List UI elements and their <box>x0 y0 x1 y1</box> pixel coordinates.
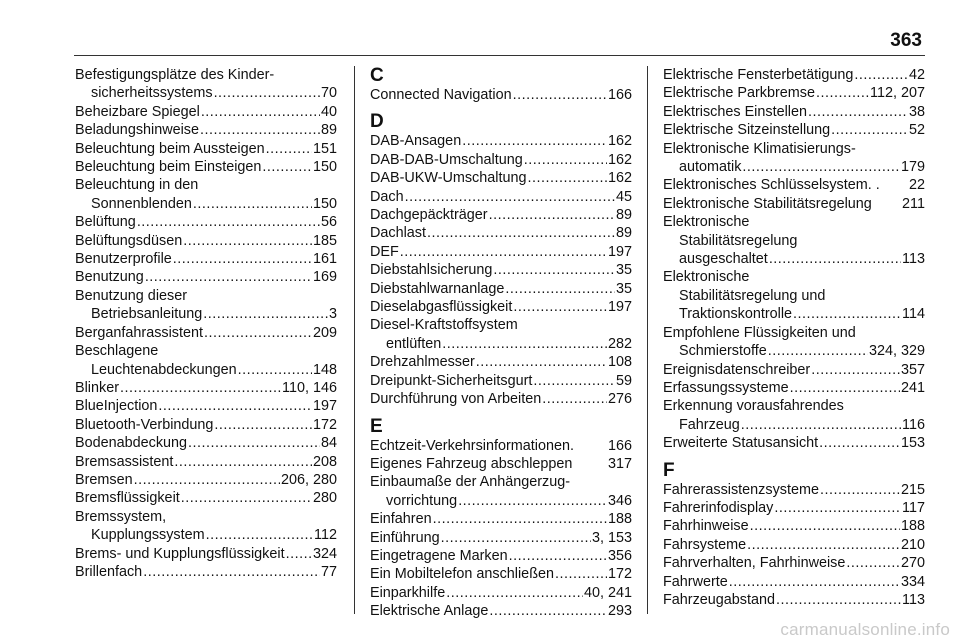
index-entry[interactable] <box>75 453 337 471</box>
index-entry[interactable] <box>663 324 925 361</box>
index-term: Bremsen <box>75 471 133 488</box>
index-entry[interactable] <box>663 554 925 572</box>
index-entry[interactable] <box>370 188 632 206</box>
dot-leader <box>266 140 312 158</box>
page-reference[interactable]: 270 <box>900 555 925 572</box>
page-reference[interactable]: 112 <box>314 527 337 544</box>
index-entry[interactable] <box>75 213 337 231</box>
dot-leader <box>808 103 908 121</box>
index-entry[interactable] <box>663 517 925 535</box>
index-entry[interactable] <box>663 103 925 121</box>
index-term: Einführung <box>370 529 440 546</box>
dot-leader <box>203 305 328 323</box>
dot-leader <box>158 397 312 415</box>
dot-leader <box>442 335 607 353</box>
page-reference[interactable]: 22 <box>908 177 925 194</box>
dot-leader <box>729 573 900 591</box>
index-entry[interactable] <box>370 151 632 169</box>
index-term: sicherheitssystems <box>91 85 213 102</box>
page-reference[interactable]: 211 <box>902 195 925 212</box>
page-reference[interactable]: 317 <box>607 455 632 472</box>
index-entry[interactable] <box>75 545 337 563</box>
page-reference[interactable]: 77 <box>320 563 337 580</box>
index-term: DAB-Ansagen <box>370 133 462 150</box>
page-reference[interactable]: 276 <box>607 391 632 408</box>
page-reference[interactable]: 150 <box>312 159 337 176</box>
dot-leader <box>441 529 591 547</box>
index-term: Fahrerinfodisplay <box>663 499 774 516</box>
index-term: Belüftung <box>75 214 136 231</box>
page-reference[interactable]: 40, 241 <box>583 584 632 601</box>
index-entry[interactable] <box>663 536 925 554</box>
dot-leader <box>811 361 900 379</box>
index-entry[interactable] <box>75 66 337 103</box>
index-term: DEF <box>370 243 399 260</box>
index-term: Einfahren <box>370 511 432 528</box>
index-term: Benutzung <box>75 269 144 286</box>
index-entry[interactable] <box>663 361 925 379</box>
index-term: Fahrzeug <box>679 416 740 433</box>
page-reference[interactable]: 280 <box>312 490 337 507</box>
page-reference[interactable]: 197 <box>607 299 632 316</box>
page-reference[interactable]: 162 <box>607 133 632 150</box>
index-entry[interactable] <box>75 471 337 489</box>
page-reference[interactable]: 172 <box>312 416 337 433</box>
dot-leader <box>768 342 868 360</box>
dot-leader <box>173 250 312 268</box>
page-reference[interactable]: 166 <box>607 437 632 454</box>
index-entry[interactable] <box>370 510 632 528</box>
page-reference[interactable]: 45 <box>615 188 632 205</box>
index-term: Elektrisches Einstellen <box>663 103 807 120</box>
index-entry[interactable] <box>75 232 337 250</box>
index-entry[interactable] <box>370 437 632 455</box>
page-reference[interactable]: 112, 207 <box>870 85 925 102</box>
index-entry[interactable] <box>370 547 632 565</box>
index-term: Traktionskontrolle <box>679 306 793 323</box>
index-term: Fahrwerte <box>663 573 728 590</box>
index-term: DAB-DAB-Umschaltung <box>370 151 523 168</box>
index-term: Ereignisdatenschreiber <box>663 361 811 378</box>
index-term: Brillenfach <box>75 563 143 580</box>
index-term: Befestigungsplätze des Kinder- <box>75 67 275 83</box>
index-entry[interactable] <box>370 602 632 620</box>
dot-leader <box>193 195 312 213</box>
page-reference[interactable]: 210 <box>900 536 925 553</box>
index-entry[interactable] <box>370 455 632 473</box>
index-entry[interactable] <box>663 66 925 84</box>
dot-leader <box>206 526 313 544</box>
dot-leader <box>747 536 900 554</box>
dot-leader <box>509 547 607 565</box>
index-term: Erfassungssysteme <box>663 379 789 396</box>
page-reference[interactable]: 188 <box>900 518 925 535</box>
page-reference[interactable]: 357 <box>900 361 925 378</box>
index-entry[interactable] <box>370 261 632 279</box>
index-term: Leuchtenabdeckungen <box>91 361 237 378</box>
index-entry[interactable] <box>370 584 632 602</box>
index-term: Brems- und Kupplungsflüssigkeit <box>75 545 285 562</box>
page-reference[interactable]: 356 <box>607 547 632 564</box>
dot-leader <box>188 434 320 452</box>
page-reference[interactable]: 40 <box>320 103 337 120</box>
index-term: Elektronisches Schlüsselsystem. . <box>663 177 880 194</box>
index-entry[interactable] <box>75 397 337 415</box>
index-term: Berganfahrassistent <box>75 324 203 341</box>
index-term: Sonnenblenden <box>91 195 192 212</box>
dot-leader <box>741 416 901 434</box>
header-rule <box>74 55 925 56</box>
page-reference[interactable]: 293 <box>607 603 632 620</box>
page-reference[interactable]: 150 <box>312 195 337 212</box>
index-term: Schmierstoffe <box>679 343 767 360</box>
page-reference[interactable]: 197 <box>607 243 632 260</box>
index-entry[interactable] <box>370 390 632 408</box>
dot-leader <box>854 66 908 84</box>
index-entry[interactable] <box>75 489 337 507</box>
index-term: Dieselabgasflüssigkeit <box>370 299 513 316</box>
dot-leader <box>286 545 312 563</box>
index-term: Bremssystem, <box>75 508 167 525</box>
dot-leader <box>489 206 615 224</box>
dot-leader <box>400 243 607 261</box>
index-entry[interactable] <box>663 268 925 323</box>
page-reference[interactable]: 89 <box>615 207 632 224</box>
dot-leader <box>262 158 312 176</box>
page-reference[interactable]: 324, 329 <box>868 343 925 360</box>
index-term: Dachgepäckträger <box>370 207 488 224</box>
index-term: Benutzung dieser <box>75 287 188 304</box>
dot-leader <box>143 563 320 581</box>
dot-leader <box>493 261 615 279</box>
index-entry[interactable] <box>75 324 337 342</box>
index-term: Stabilitätsregelung <box>679 232 798 249</box>
dot-leader <box>774 499 901 517</box>
page-reference[interactable]: 215 <box>900 481 925 498</box>
dot-leader <box>505 280 615 298</box>
index-term: Einbaumaße der Anhängerzug- <box>370 474 570 491</box>
index-entry[interactable] <box>75 434 337 452</box>
index-entry[interactable] <box>75 103 337 121</box>
dot-leader <box>742 158 900 176</box>
page-reference[interactable]: 89 <box>615 225 632 242</box>
dot-leader <box>750 517 900 535</box>
index-entry[interactable] <box>663 573 925 591</box>
dot-leader <box>769 250 901 268</box>
page-reference[interactable]: 324 <box>312 545 337 562</box>
index-term: Elektronische Stabilitätsregelung <box>663 195 872 212</box>
page-reference[interactable]: 38 <box>908 103 925 120</box>
dot-leader <box>204 324 312 342</box>
page-reference[interactable]: 84 <box>320 435 337 452</box>
index-term: Empfohlene Flüssigkeiten und <box>663 324 856 341</box>
index-column-1 <box>75 66 337 581</box>
index-term: Echtzeit-Verkehrsinformationen. <box>370 437 574 454</box>
page-reference[interactable]: 334 <box>900 573 925 590</box>
index-term: Beleuchtung in den <box>75 177 199 194</box>
index-entry[interactable] <box>663 84 925 102</box>
index-entry[interactable] <box>663 397 925 434</box>
index-term: Beheizbare Spiegel <box>75 103 200 120</box>
index-entry[interactable] <box>75 342 337 379</box>
index-term: Erweiterte Statusansicht <box>663 435 819 452</box>
index-term: Dreipunkt-Sicherheitsgurt <box>370 372 533 389</box>
dot-leader <box>120 379 281 397</box>
index-term: Elektrische Sitzeinstellung <box>663 122 831 139</box>
index-term: Kupplungssystem <box>91 527 205 544</box>
index-term: Beleuchtung beim Aussteigen <box>75 140 265 157</box>
index-entry[interactable] <box>75 250 337 268</box>
page-reference[interactable]: 117 <box>902 499 925 516</box>
dot-leader <box>819 434 900 452</box>
page-reference[interactable]: 172 <box>607 566 632 583</box>
index-term: Elektrische Parkbremse <box>663 85 815 102</box>
index-term: Diesel-Kraftstoffsystem <box>370 317 518 334</box>
index-term: entlüften <box>386 335 442 352</box>
index-entry[interactable] <box>75 158 337 176</box>
index-term: DAB-UKW-Umschaltung <box>370 170 527 187</box>
dot-leader <box>433 510 607 528</box>
dot-leader <box>405 188 615 206</box>
index-entry[interactable] <box>370 353 632 371</box>
index-term: Dach <box>370 188 404 205</box>
page-reference[interactable]: 59 <box>615 372 632 389</box>
section-letter: F <box>663 459 675 481</box>
index-term: Diebstahlsicherung <box>370 262 493 279</box>
index-entry[interactable] <box>370 473 632 510</box>
index-term: Betriebsanleitung <box>91 306 203 323</box>
index-entry[interactable] <box>663 121 925 139</box>
dot-leader <box>846 554 900 572</box>
dot-leader <box>476 353 607 371</box>
page-reference[interactable]: 35 <box>615 262 632 279</box>
dot-leader <box>183 232 312 250</box>
page-reference[interactable]: 162 <box>607 151 632 168</box>
index-term: Diebstahlwarnanlage <box>370 280 505 297</box>
index-entry[interactable] <box>663 591 925 609</box>
index-entry[interactable] <box>370 206 632 224</box>
dot-leader <box>145 268 312 286</box>
index-entry[interactable] <box>370 565 632 583</box>
index-term: Bremsflüssigkeit <box>75 490 180 507</box>
page-reference[interactable]: 35 <box>615 280 632 297</box>
index-column-2 <box>370 66 632 621</box>
page-reference[interactable]: 110, 146 <box>282 379 337 396</box>
index-term: Dachlast <box>370 225 426 242</box>
dot-leader <box>214 416 312 434</box>
dot-leader <box>816 84 869 102</box>
index-entry[interactable] <box>663 379 925 397</box>
dot-leader <box>533 372 615 390</box>
index-entry[interactable] <box>370 169 632 187</box>
index-term: Fahrhinweise <box>663 518 749 535</box>
dot-leader <box>527 169 607 187</box>
index-entry[interactable] <box>370 224 632 242</box>
index-term: Durchführung von Arbeiten <box>370 391 542 408</box>
section-letter: C <box>370 65 384 86</box>
index-term: Beladungshinweise <box>75 122 200 139</box>
index-entry[interactable] <box>75 140 337 158</box>
page-reference[interactable]: 113 <box>902 251 925 268</box>
index-term: Fahrerassistenzsysteme <box>663 481 819 498</box>
dot-leader <box>555 565 607 583</box>
index-term: Bodenabdeckung <box>75 435 188 452</box>
index-entry[interactable] <box>663 140 925 177</box>
page-reference[interactable]: 3 <box>328 306 337 323</box>
index-entry[interactable] <box>75 287 337 324</box>
index-term: Erkennung vorausfahrendes <box>663 398 844 415</box>
index-term: Elektronische <box>663 269 750 286</box>
index-term: Benutzerprofile <box>75 251 172 268</box>
index-entry[interactable] <box>75 416 337 434</box>
index-term: Connected Navigation <box>370 87 512 103</box>
dot-leader <box>831 121 908 139</box>
index-term: Drehzahlmesser <box>370 354 475 371</box>
column-divider <box>354 66 355 614</box>
index-entry[interactable] <box>370 529 632 547</box>
index-term: automatik <box>679 159 742 176</box>
dot-leader <box>137 213 320 231</box>
dot-leader <box>524 151 607 169</box>
index-term: Bluetooth-Verbindung <box>75 416 214 433</box>
index-entry[interactable] <box>663 176 925 194</box>
page-reference[interactable]: 70 <box>320 85 337 102</box>
index-entry[interactable] <box>663 481 925 499</box>
index-term: Eigenes Fahrzeug abschleppen <box>370 455 573 472</box>
index-term: Ein Mobiltelefon anschließen <box>370 566 554 583</box>
dot-leader <box>513 86 607 104</box>
index-entry[interactable] <box>370 86 632 104</box>
dot-leader <box>134 471 280 489</box>
page-reference[interactable]: 162 <box>607 170 632 187</box>
index-term: Fahrsysteme <box>663 536 747 553</box>
page-reference[interactable]: 166 <box>607 87 632 103</box>
page-reference[interactable]: 185 <box>312 232 337 249</box>
dot-leader <box>181 489 312 507</box>
index-term: Eingetragene Marken <box>370 547 508 564</box>
page-reference[interactable]: 56 <box>320 214 337 231</box>
page-reference[interactable]: 151 <box>312 140 337 157</box>
index-entry[interactable] <box>370 243 632 261</box>
page-reference[interactable]: 208 <box>312 453 337 470</box>
page-reference[interactable]: 206, 280 <box>280 471 337 488</box>
page-reference[interactable]: 114 <box>902 306 925 323</box>
dot-leader <box>776 591 901 609</box>
page-reference[interactable]: 169 <box>312 269 337 286</box>
index-entry[interactable] <box>75 268 337 286</box>
page-reference[interactable]: 188 <box>607 511 632 528</box>
index-term: Belüftungsdüsen <box>75 232 183 249</box>
dot-leader <box>793 305 901 323</box>
dot-leader <box>513 298 607 316</box>
index-entry[interactable] <box>370 316 632 353</box>
section-letter: D <box>370 111 384 133</box>
page-reference[interactable]: 52 <box>908 122 925 139</box>
page-reference[interactable]: 89 <box>320 122 337 139</box>
dot-leader <box>200 121 320 139</box>
dot-leader <box>446 584 583 602</box>
watermark: carmanualsonline.info <box>780 620 950 639</box>
index-term: Bremsassistent <box>75 453 174 470</box>
index-term: BlueInjection <box>75 398 158 415</box>
page-reference[interactable]: 197 <box>312 398 337 415</box>
index-term: Elektrische Anlage <box>370 603 489 620</box>
index-entry[interactable] <box>663 195 925 213</box>
index-term: Elektrische Fensterbetätigung <box>663 67 854 83</box>
dot-leader <box>542 390 607 408</box>
index-entry[interactable] <box>75 121 337 139</box>
page-reference[interactable]: 116 <box>902 416 925 433</box>
dot-leader <box>427 224 615 242</box>
page-reference[interactable]: 346 <box>607 492 632 509</box>
index-entry[interactable] <box>75 176 337 213</box>
section-letter: E <box>370 415 383 437</box>
index-entry[interactable] <box>75 563 337 581</box>
column-divider <box>647 66 648 614</box>
page-reference[interactable]: 209 <box>312 324 337 341</box>
index-column-3 <box>663 66 925 609</box>
page-reference[interactable]: 179 <box>900 159 925 176</box>
dot-leader <box>820 481 900 499</box>
index-entry[interactable] <box>663 499 925 517</box>
index-term: Einparkhilfe <box>370 584 446 601</box>
dot-leader <box>214 84 320 102</box>
page-reference[interactable]: 42 <box>908 67 925 83</box>
page-reference[interactable]: 148 <box>312 361 337 378</box>
index-term: Fahrzeugabstand <box>663 591 776 608</box>
page-reference[interactable]: 108 <box>607 354 632 371</box>
dot-leader <box>201 103 320 121</box>
dot-leader <box>462 132 607 150</box>
index-entry[interactable] <box>75 508 337 545</box>
index-entry[interactable] <box>663 434 925 452</box>
index-term: Stabilitätsregelung und <box>679 287 826 304</box>
page-reference[interactable]: 241 <box>900 379 925 396</box>
index-entry[interactable] <box>75 379 337 397</box>
index-entry[interactable] <box>663 213 925 268</box>
index-term: Beschlagene <box>75 343 159 360</box>
index-term: Blinker <box>75 379 119 396</box>
index-term: Beleuchtung beim Einsteigen <box>75 159 262 176</box>
index-entry[interactable] <box>370 132 632 150</box>
index-term: Elektronische <box>663 214 750 231</box>
index-entry[interactable] <box>370 298 632 316</box>
index-term: vorrichtung <box>386 492 458 509</box>
page-number: 363 <box>890 30 922 51</box>
index-entry[interactable] <box>370 280 632 298</box>
dot-leader <box>790 379 900 397</box>
page-reference[interactable]: 153 <box>900 435 925 452</box>
dot-leader <box>458 492 607 510</box>
page-reference[interactable]: 282 <box>607 335 632 352</box>
dot-leader <box>489 602 607 620</box>
index-term: Elektronische Klimatisierungs- <box>663 140 856 157</box>
index-term: ausgeschaltet <box>679 251 768 268</box>
page-reference[interactable]: 161 <box>312 251 337 268</box>
page-reference[interactable]: 113 <box>902 591 925 608</box>
dot-leader <box>238 361 312 379</box>
dot-leader <box>174 453 312 471</box>
index-entry[interactable] <box>370 372 632 390</box>
page-reference[interactable]: 3, 153 <box>591 529 632 546</box>
index-term: Fahrverhalten, Fahrhinweise <box>663 555 846 572</box>
